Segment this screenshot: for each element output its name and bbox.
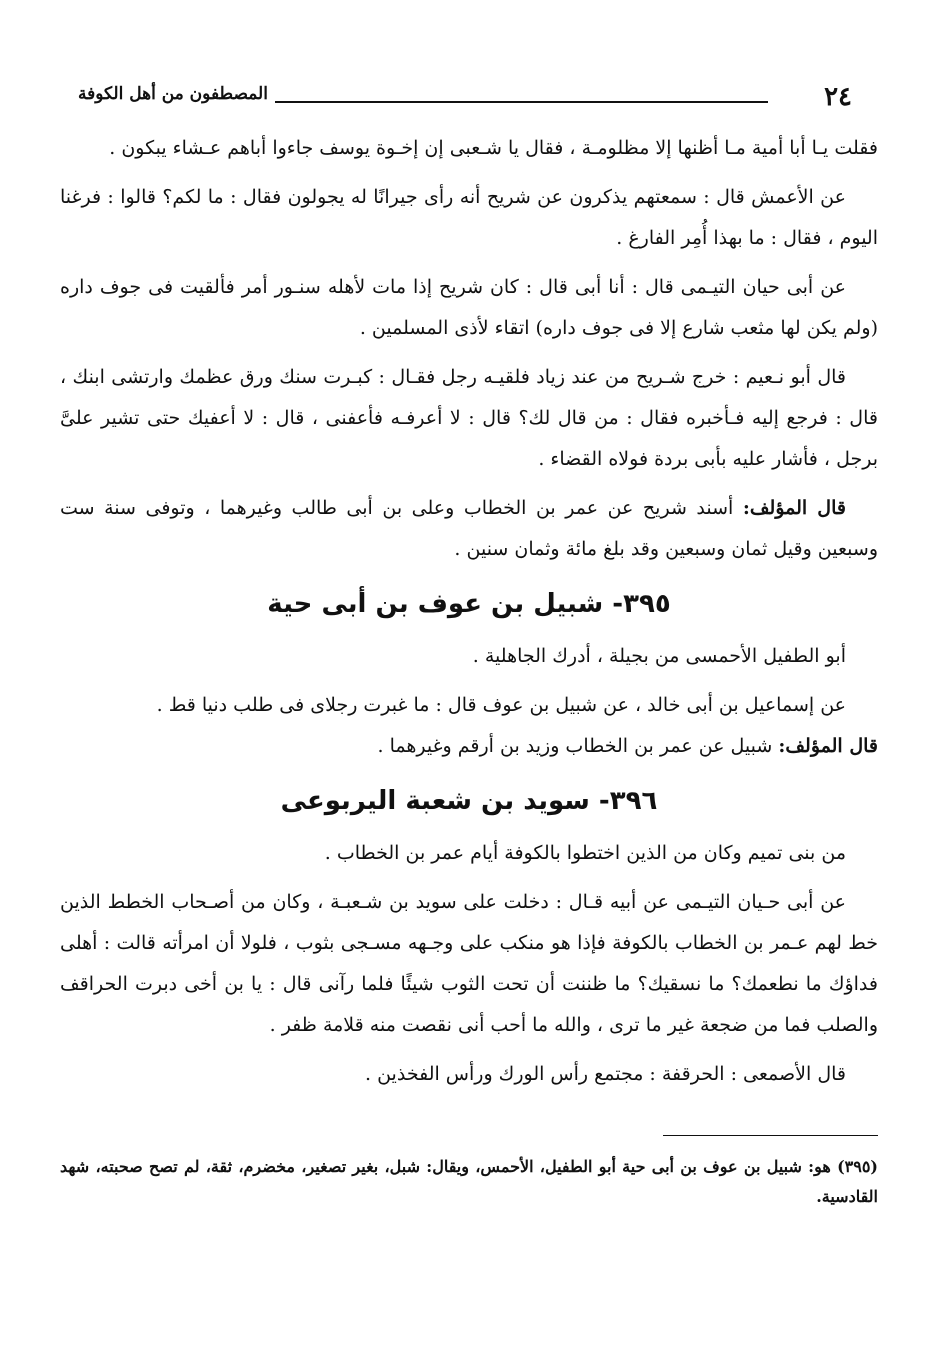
entry-title-396: ٣٩٦- سويد بن شعبة اليربوعى (280, 786, 658, 816)
author-note-label: قال المؤلف: (778, 735, 878, 757)
entry-title-395: ٣٩٥- شبيل بن عوف بن أبى حية (267, 589, 671, 619)
page-number: ٢٤ (824, 82, 852, 112)
author-note (60, 488, 878, 570)
entry-396-line: قال الأصمعى : الحرقفة : مجتمع رأس الورك ورأس الفخذين . (365, 1063, 846, 1085)
entry-395-line: أبو الطفيل الأحمسى من بجيلة ، أدرك الجاهلية . (472, 645, 846, 667)
entry-395-line: عن إسماعيل بن أبى خالد ، عن شبيل بن عوف قال : ما غبرت رجلاى فى طلب دنيا قط . (156, 694, 846, 716)
paragraph: عن أبى حيان التيـمى قال : أنا أبى قال : كان شريح إذا مات لأهله سنـور أمر فألقيت فى جوف داره (ولم يكن لها مثعب شارع إلا فى جوف داره) اتقاء لأذى المسلمين . (60, 276, 878, 339)
page-header (60, 84, 878, 114)
author-note-label: قال المؤلف: (742, 497, 846, 519)
author-note-text: شبيل عن عمر بن الخطاب وزيد بن أرقم وغيرهما . (377, 735, 779, 757)
entry-396-line: من بنى تميم وكان من الذين اختطوا بالكوفة أيام عمر بن الخطاب . (324, 842, 846, 864)
paragraph: عن الأعمش قال : سمعتهم يذكرون عن شريح أنه رأى جيرانًا له يجولون فقال : ما لكم؟ قالوا : فرغنا اليوم ، فقال : ما بهذا أُمِر الفارغ . (60, 186, 878, 249)
footnote-rule (663, 1135, 878, 1136)
entry-396-line: عن أبى حـيان التيـمى عن أبيه قـال : دخلت على سويد بن شـعبـة ، وكان من أصـحاب الخطط الذين خط لهم عـمر بن الخطاب بالكوفة فإذا هو منكب على وجـهه مسـجى بثوب ، فلولا أن امرأته قالت : أهلى فداؤك ما نطعمك؟ ما نسقيك؟ ما ظننت أن تحت الثوب شيئًا فلما رآنى قال : يا بن أخى دبرت الحراقف والصلب فما من ضجعة غير ما ترى ، والله ما أحب أنى نقصت منه قلامة ظفر . (60, 891, 878, 1036)
entry-395-author-note (60, 726, 878, 767)
paragraph: فقلت يـا أبا أمية مـا أظنها إلا مظلومـة ، فقال يا شـعبى إن إخـوة يوسف جاءوا أباهم عـشاء يبكون . (109, 137, 878, 159)
author-note-text: أسند شريح عن عمر بن الخطاب وعلى بن أبى طالب وغيرهما ، وتوفى سنة ست وسبعين وقيل ثمان وسبعين وقد بلغ مائة وثمان سنين . (60, 497, 878, 560)
running-title: المصطفون من أهل الكوفة (78, 84, 268, 104)
header-rule (275, 101, 768, 103)
footnote: (٣٩٥) هو: شبيل بن عوف بن أبى حية أبو الطفيل، الأحمس، ويقال: شبل، بغير تصغير، مخضرم، ثقة، لم تصح صحبته، شهد القادسية. (60, 1157, 878, 1206)
paragraph: قال أبو نـعيم : خرج شـريح من عند زياد فلقيـه رجل فقـال : كبـرت سنك ورق عظمك وارتشى ابنك ، قال : فرجع إليه فـأخبره فقال : من قال لك؟ قال : لا أعرفـه فأعفنى ، قال : لا أعفيك حتى تشير علىَّ برجل ، فأشار عليه بأبى بردة فولاه القضاء . (60, 366, 878, 470)
